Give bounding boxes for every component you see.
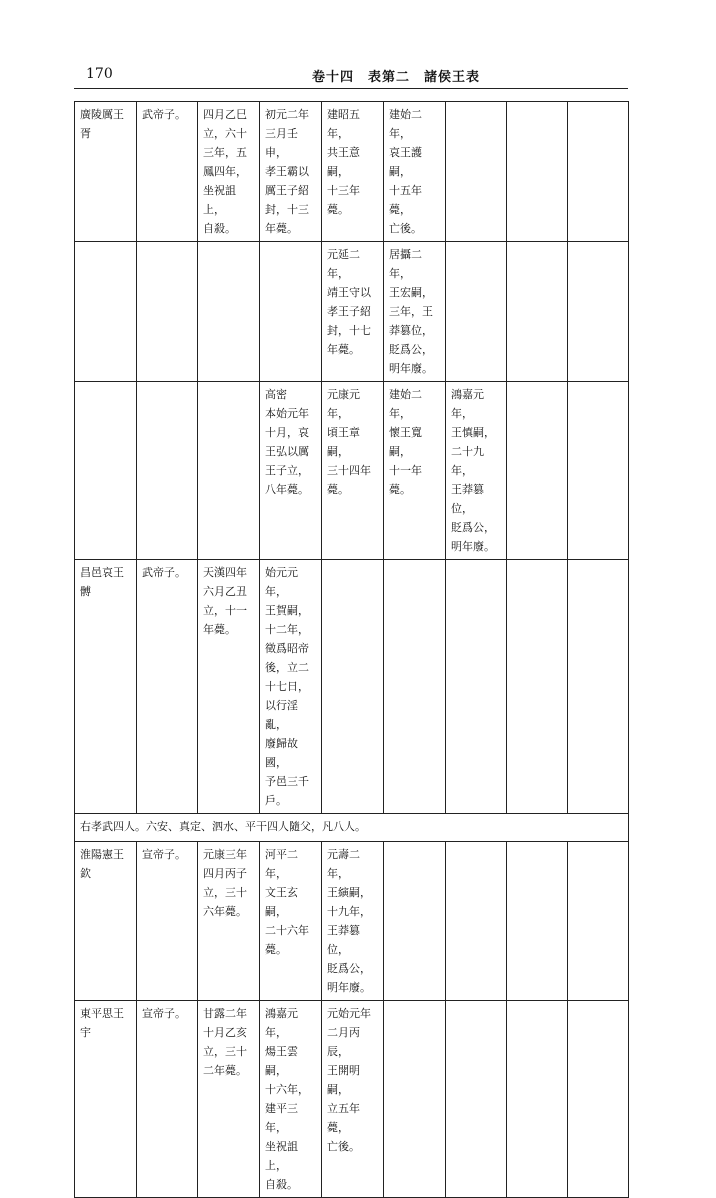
table-cell	[384, 560, 446, 814]
table-cell: 元延二年， 靖王守以 孝王子紹 封，十七 年薨。	[322, 242, 384, 382]
table-row	[75, 560, 629, 814]
table-cell	[75, 382, 137, 560]
table-cell	[137, 382, 198, 560]
table-cell: 宣帝子。	[137, 1001, 198, 1198]
table-cell: 始元元年， 王賀嗣， 十二年， 徵爲昭帝 後，立二 十七日， 以行淫亂， 廢歸故國， 予邑三千 戶。	[260, 560, 322, 814]
table-cell: 天漢四年 六月乙丑 立，十一 年薨。	[198, 560, 260, 814]
table-cell: 建始二年， 哀王護嗣， 十五年薨， 亡後。	[384, 102, 446, 242]
table-cell	[198, 382, 260, 560]
table-cell	[137, 242, 198, 382]
table-cell	[446, 842, 507, 1001]
table-cell: 昌邑哀王 髆	[75, 560, 137, 814]
table-cell: 河平二年， 文王玄嗣， 二十六年 薨。	[260, 842, 322, 1001]
table-body	[75, 102, 629, 1198]
table-cell	[322, 560, 384, 814]
table-cell: 元康三年 四月丙子 立，三十 六年薨。	[198, 842, 260, 1001]
table-cell	[568, 560, 629, 814]
table-cell: 四月乙巳 立，六十 三年，五 鳳四年， 坐祝詛上， 自殺。	[198, 102, 260, 242]
table-cell	[507, 382, 568, 560]
table-cell: 建昭五年， 共王意嗣， 十三年薨。	[322, 102, 384, 242]
table-cell	[568, 382, 629, 560]
table-row	[75, 382, 629, 560]
table-cell	[507, 560, 568, 814]
table-cell: 元壽二年， 王縯嗣， 十九年， 王莽篡位， 貶爲公， 明年廢。	[322, 842, 384, 1001]
page-number: 170	[86, 66, 113, 82]
table-cell	[568, 102, 629, 242]
table-cell	[384, 842, 446, 1001]
table-cell	[446, 1001, 507, 1198]
table-cell	[568, 242, 629, 382]
table-cell	[507, 1001, 568, 1198]
summary-note: 右孝武四人。六安、真定、泗水、平干四人隨父，凡八人。	[75, 814, 629, 842]
kings-table	[74, 101, 629, 1198]
table-cell: 東平思王 宇	[75, 1001, 137, 1198]
table-cell: 元始元年 二月丙辰， 王開明嗣， 立五年薨， 亡後。	[322, 1001, 384, 1198]
table-cell	[507, 102, 568, 242]
table-cell: 淮陽憲王 欽	[75, 842, 137, 1001]
table-cell	[507, 242, 568, 382]
table-cell: 高密 本始元年 十月，哀 王弘以厲 王子立， 八年薨。	[260, 382, 322, 560]
table-cell	[446, 242, 507, 382]
page-header	[74, 62, 628, 86]
table-cell: 廣陵厲王 胥	[75, 102, 137, 242]
table-cell	[446, 560, 507, 814]
table-cell: 武帝子。	[137, 102, 198, 242]
table-row	[75, 1001, 629, 1198]
table-cell: 建始二年， 懷王寬嗣， 十一年薨。	[384, 382, 446, 560]
table-cell: 居攝二年， 王宏嗣， 三年，王 莽篡位， 貶爲公， 明年廢。	[384, 242, 446, 382]
summary-row	[75, 814, 629, 842]
table-cell	[260, 242, 322, 382]
running-title: 卷十四 表第二 諸侯王表	[312, 70, 481, 85]
table-cell: 宣帝子。	[137, 842, 198, 1001]
table-cell	[75, 242, 137, 382]
table-cell	[507, 842, 568, 1001]
table-cell	[384, 1001, 446, 1198]
table-row	[75, 242, 629, 382]
table-cell	[198, 242, 260, 382]
table-cell: 甘露二年 十月乙亥 立，三十 二年薨。	[198, 1001, 260, 1198]
table-cell: 鴻嘉元年， 王慎嗣， 二十九年， 王莽篡位， 貶爲公， 明年廢。	[446, 382, 507, 560]
table-cell	[568, 842, 629, 1001]
table-cell	[446, 102, 507, 242]
table-cell: 武帝子。	[137, 560, 198, 814]
table-row	[75, 102, 629, 242]
table-cell: 鴻嘉元年， 煬王雲嗣， 十六年， 建平三年， 坐祝詛上， 自殺。	[260, 1001, 322, 1198]
table-cell	[568, 1001, 629, 1198]
header-rule	[74, 88, 628, 89]
table-cell: 元康元年， 頃王章嗣， 三十四年 薨。	[322, 382, 384, 560]
table-cell: 初元二年 三月壬申， 孝王霸以 厲王子紹 封，十三 年薨。	[260, 102, 322, 242]
table-row	[75, 842, 629, 1001]
